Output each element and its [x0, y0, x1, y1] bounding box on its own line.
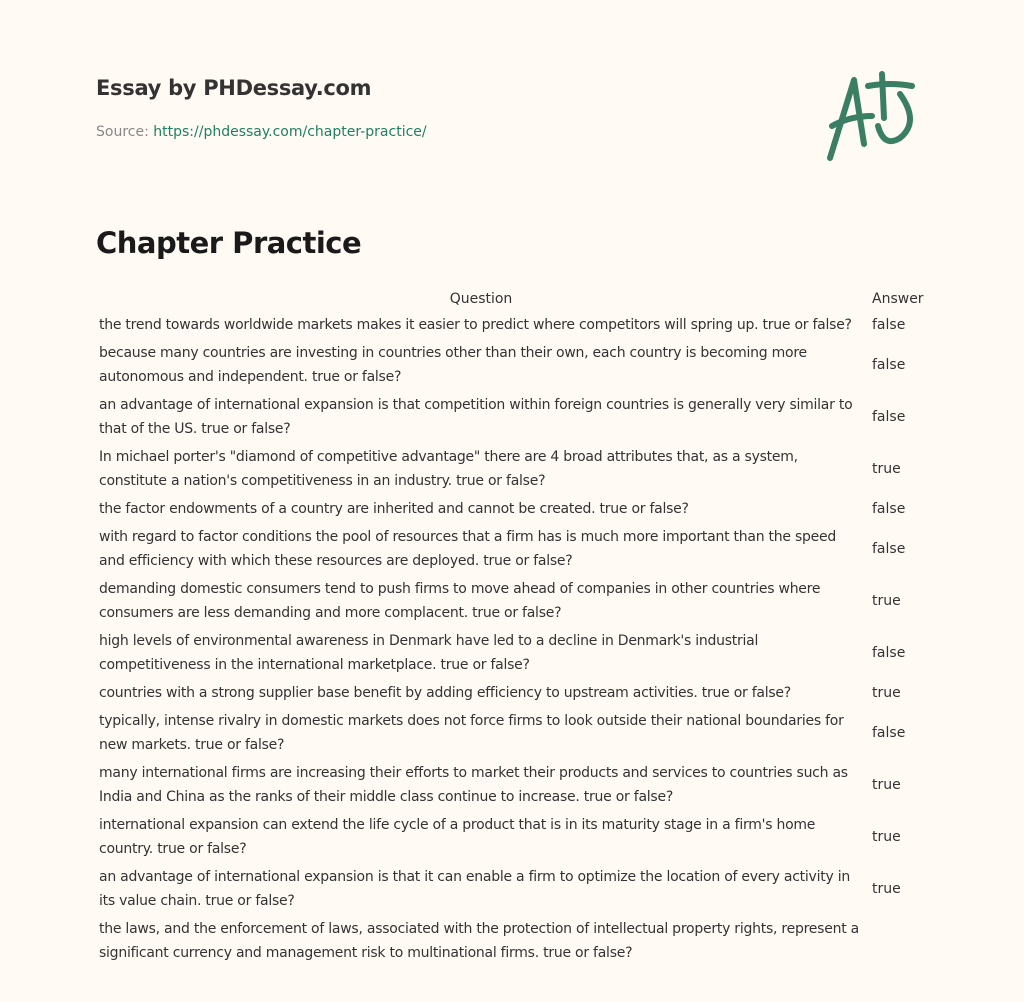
answer-cell: false [872, 645, 906, 661]
table-row [96, 523, 927, 575]
answer-header: Answer [872, 291, 924, 307]
page-title: Chapter Practice [96, 226, 362, 260]
a-plus-logo [820, 66, 930, 166]
table-row [96, 811, 927, 863]
question-cell: demanding domestic consumers tend to push firms to move ahead of companies in other countries where consumers are less demanding and more complacent. true or false? [99, 581, 821, 621]
answer-cell: true [872, 593, 901, 609]
question-cell: with regard to factor conditions the pool of resources that a firm has is much more important than the speed and efficiency with which these resources are deployed. true or false? [99, 529, 836, 569]
site-brand: Essay by PHDessay.com [96, 76, 372, 100]
table-row [96, 391, 927, 443]
table-row [96, 707, 927, 759]
answer-cell: false [872, 409, 906, 425]
answer-cell: false [872, 357, 906, 373]
answer-cell: false [872, 725, 906, 741]
question-cell: countries with a strong supplier base benefit by adding efficiency to upstream activities. true or false? [99, 685, 791, 701]
answer-cell [866, 915, 927, 967]
question-cell: an advantage of international expansion is that competition within foreign countries is generally very similar to that of the US. true or false? [99, 397, 853, 437]
question-cell: an advantage of international expansion is that it can enable a firm to optimize the location of every activity in its value chain. true or false? [99, 869, 850, 909]
answer-cell: false [872, 501, 906, 517]
source-label: Source: [96, 124, 149, 140]
answer-cell: false [872, 541, 906, 557]
question-cell: the trend towards worldwide markets makes it easier to predict where competitors will spring up. true or false? [99, 317, 852, 333]
table-row [96, 495, 927, 523]
answer-cell: true [872, 777, 901, 793]
table-row [96, 339, 927, 391]
question-cell: the laws, and the enforcement of laws, associated with the protection of intellectual property rights, represent a significant currency and management risk to multinational firms. true or false? [99, 921, 859, 961]
question-cell: the factor endowments of a country are inherited and cannot be created. true or false? [99, 501, 689, 517]
qa-table [96, 287, 927, 967]
answer-cell: true [872, 461, 901, 477]
table-header-row [96, 287, 927, 311]
question-header: Question [449, 291, 513, 307]
table-row [96, 679, 927, 707]
question-cell: international expansion can extend the life cycle of a product that is in its maturity stage in a firm's home country. true or false? [99, 817, 816, 857]
table-row [96, 863, 927, 915]
table-row [96, 759, 927, 811]
answer-cell: true [872, 829, 901, 845]
source-link[interactable]: https://phdessay.com/chapter-practice/ [153, 124, 427, 140]
question-cell: because many countries are investing in countries other than their own, each country is becoming more autonomous and independent. true or false? [99, 345, 807, 385]
table-row [96, 443, 927, 495]
answer-cell: false [872, 317, 906, 333]
question-cell: many international firms are increasing their efforts to market their products and services to countries such as India and China as the ranks of their middle class continue to increase. true or false? [99, 765, 848, 805]
source-line [96, 124, 427, 140]
question-cell: typically, intense rivalry in domestic markets does not force firms to look outside their national boundaries for new markets. true or false? [99, 713, 844, 753]
question-cell: high levels of environmental awareness in Denmark have led to a decline in Denmark's industrial competitiveness in the international marketplace. true or false? [99, 633, 759, 673]
question-cell: In michael porter's "diamond of competitive advantage" there are 4 broad attributes that, as a system, constitute a nation's competitiveness in an industry. true or false? [99, 449, 798, 489]
table-row [96, 627, 927, 679]
table-row [96, 311, 927, 339]
table-row [96, 575, 927, 627]
answer-cell: true [872, 881, 901, 897]
table-row [96, 915, 927, 967]
answer-cell: true [872, 685, 901, 701]
